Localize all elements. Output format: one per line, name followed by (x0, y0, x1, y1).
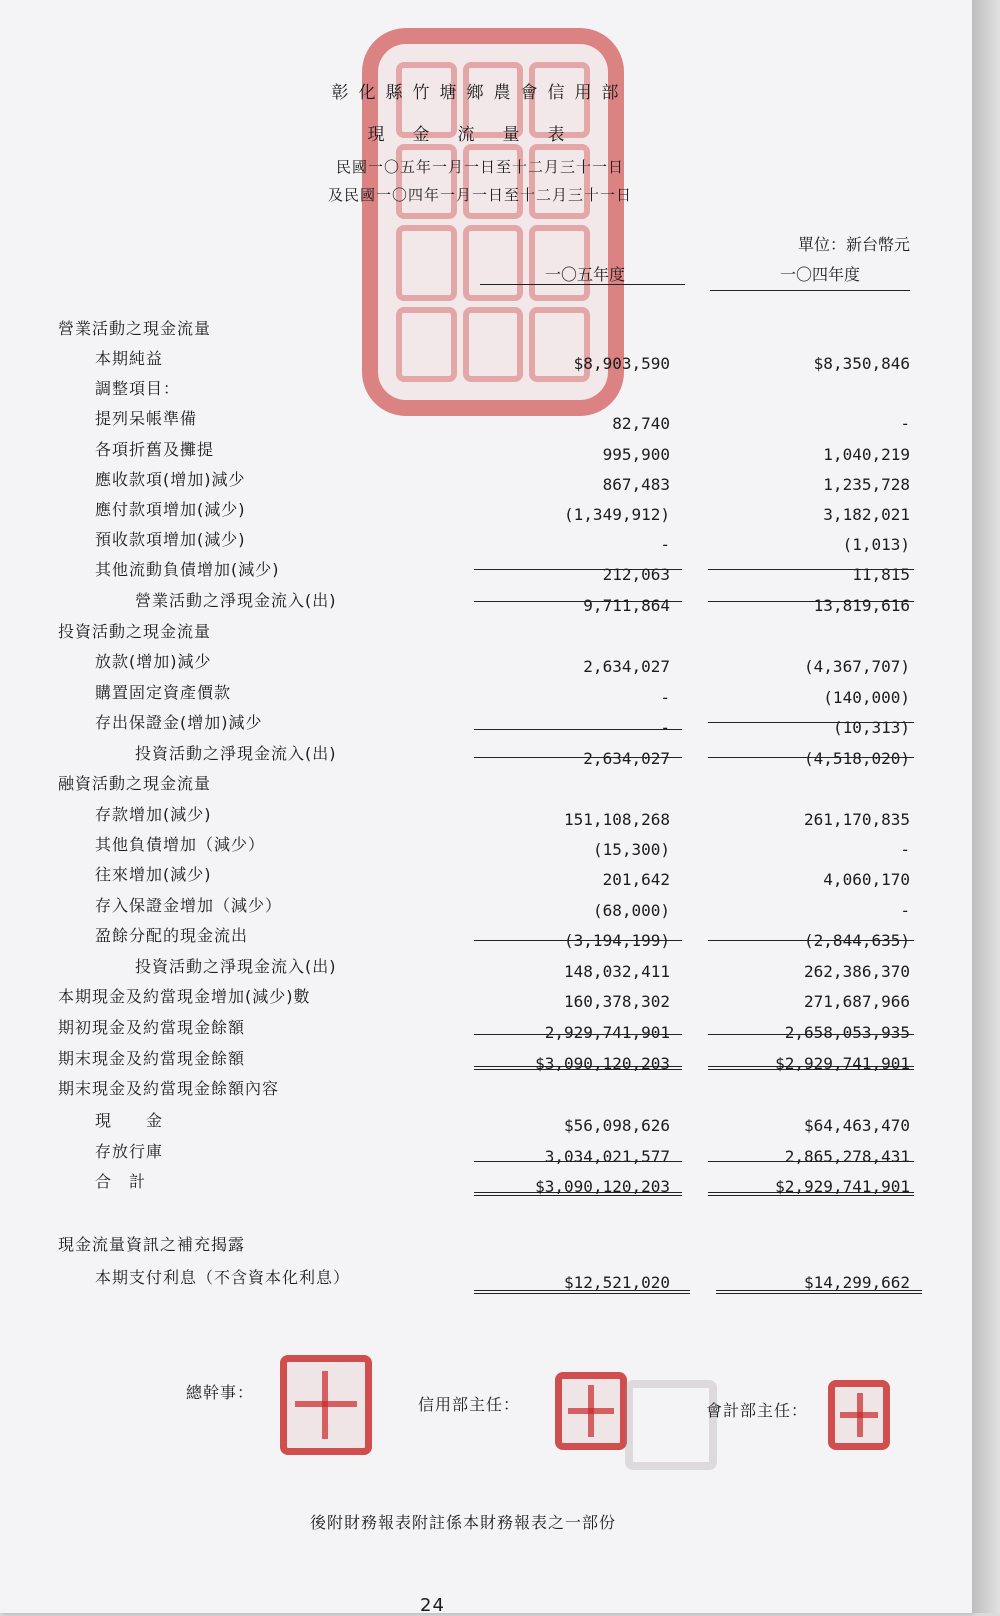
double-underline (474, 1066, 682, 1070)
value-104: $2,929,741,901 (775, 1054, 910, 1073)
column-header-105: 一〇五年度 (544, 265, 625, 284)
value-105: $12,521,020 (564, 1273, 670, 1292)
value-105: (1,349,912) (564, 505, 670, 524)
credit-director-seal (555, 1372, 627, 1450)
value-104: 261,170,835 (804, 810, 910, 829)
signature-label-credit-director: 信用部主任： (418, 1395, 521, 1414)
value-105: 3,034,021,577 (544, 1147, 670, 1166)
row-label: 存出保證金(增加)減少 (95, 713, 263, 732)
value-105: 212,063 (602, 565, 670, 584)
row-label: 期末現金及約當現金餘額 (58, 1049, 246, 1068)
row-label: 往來增加(減少) (95, 865, 212, 884)
row-label: 現金流量資訊之補充揭露 (58, 1235, 246, 1254)
single-underline (474, 1034, 682, 1035)
value-104: 3,182,021 (823, 505, 910, 524)
value-105: - (660, 718, 670, 737)
value-105: 9,711,864 (583, 596, 670, 615)
value-105: $8,903,590 (573, 354, 670, 373)
row-label: 本期支付利息（不含資本化利息） (95, 1268, 351, 1287)
value-105: - (660, 535, 670, 554)
row-label: 應收款項(增加)減少 (95, 470, 246, 489)
double-underline (708, 1066, 914, 1070)
value-105: 867,483 (602, 475, 670, 494)
value-105: 201,642 (602, 870, 670, 889)
value-104: 1,235,728 (823, 475, 910, 494)
faded-seal-impression (625, 1380, 717, 1470)
value-104: (4,518,020) (804, 749, 910, 768)
value-105: 160,378,302 (564, 992, 670, 1011)
value-105: 995,900 (602, 445, 670, 464)
row-label: 本期現金及約當現金增加(減少)數 (58, 987, 311, 1006)
value-105: 2,634,027 (583, 749, 670, 768)
row-label: 存款增加(減少) (95, 805, 212, 824)
row-label: 其他流動負債增加(減少) (95, 560, 280, 579)
single-underline (474, 569, 682, 570)
value-104: 271,687,966 (804, 992, 910, 1011)
single-underline (708, 757, 914, 758)
page-number: 24 (420, 1595, 445, 1616)
single-underline (474, 729, 682, 730)
row-label: 各項折舊及攤提 (95, 440, 215, 459)
single-underline (708, 1161, 914, 1162)
value-104: (10,313) (832, 718, 910, 737)
value-104: 1,040,219 (823, 445, 910, 464)
footer-note: 後附財務報表附註係本財務報表之一部份 (310, 1513, 617, 1532)
single-underline (708, 601, 914, 602)
row-label: 合 計 (95, 1172, 147, 1191)
single-underline (474, 1161, 682, 1162)
value-104: 13,819,616 (813, 596, 910, 615)
row-label: 盈餘分配的現金流出 (95, 926, 249, 945)
row-label: 預收款項增加(減少) (95, 530, 246, 549)
value-104: 2,865,278,431 (784, 1147, 910, 1166)
organization-name: 彰化縣竹塘鄉農會信用部 (331, 83, 629, 103)
row-label: 融資活動之現金流量 (58, 774, 212, 793)
single-underline (708, 940, 914, 941)
double-underline (474, 1192, 682, 1196)
value-105: $3,090,120,203 (535, 1177, 670, 1196)
value-104: $14,299,662 (804, 1273, 910, 1292)
value-105: 2,634,027 (583, 657, 670, 676)
header-underline-105 (480, 284, 685, 285)
row-label: 購置固定資產價款 (95, 683, 232, 702)
signature-label-accounting-director: 會計部主任： (706, 1401, 809, 1420)
single-underline (708, 569, 914, 570)
period-prior: 及民國一〇四年一月一日至十二月三十一日 (327, 186, 632, 204)
row-label: 投資活動之淨現金流入(出) (135, 957, 337, 976)
column-header-104: 一〇四年度 (779, 265, 860, 284)
value-104: $8,350,846 (813, 354, 910, 373)
value-105: (3,194,199) (564, 931, 670, 950)
row-label: 營業活動之現金流量 (58, 319, 212, 338)
single-underline (474, 940, 682, 941)
value-105: - (660, 688, 670, 707)
row-label: 放款(增加)減少 (95, 652, 212, 671)
single-underline (708, 722, 914, 723)
header-underline-104 (710, 290, 910, 291)
value-105: (15,300) (592, 840, 670, 859)
value-104: $64,463,470 (804, 1116, 910, 1135)
value-105: 2,929,741,901 (544, 1023, 670, 1042)
row-label: 投資活動之淨現金流入(出) (135, 744, 337, 763)
accounting-director-seal (828, 1380, 890, 1450)
value-104: 262,386,370 (804, 962, 910, 981)
row-label: 應付款項增加(減少) (95, 500, 246, 519)
statement-title: 現金流量表 (367, 125, 593, 145)
value-104: 2,658,053,935 (784, 1023, 910, 1042)
value-105: 82,740 (612, 414, 670, 433)
row-label: 調整項目： (95, 379, 181, 398)
row-label: 投資活動之現金流量 (58, 622, 212, 641)
value-105: $3,090,120,203 (535, 1054, 670, 1073)
single-underline (708, 1034, 914, 1035)
value-104: (1,013) (842, 535, 910, 554)
value-105: (68,000) (592, 901, 670, 920)
value-104: (2,844,635) (804, 931, 910, 950)
general-manager-seal (280, 1355, 372, 1455)
value-104: $2,929,741,901 (775, 1177, 910, 1196)
row-label: 本期純益 (95, 349, 164, 368)
value-105: $56,098,626 (564, 1116, 670, 1135)
double-underline (716, 1290, 922, 1294)
row-label: 存入保證金增加（減少） (95, 896, 283, 915)
row-label: 提列呆帳準備 (95, 409, 198, 428)
double-underline (708, 1192, 914, 1196)
value-104: (4,367,707) (804, 657, 910, 676)
single-underline (474, 601, 682, 602)
period-current: 民國一〇五年一月一日至十二月三十一日 (335, 158, 624, 176)
single-underline (474, 757, 682, 758)
value-104: (140,000) (823, 688, 910, 707)
row-label: 其他負債增加（減少） (95, 835, 266, 854)
currency-unit: 單位：新台幣元 (797, 235, 910, 254)
value-105: 151,108,268 (564, 810, 670, 829)
value-105: 148,032,411 (564, 962, 670, 981)
value-104: 4,060,170 (823, 870, 910, 889)
row-label: 期末現金及約當現金餘額內容 (58, 1079, 280, 1098)
value-104: - (900, 414, 910, 433)
row-label: 營業活動之淨現金流入(出) (135, 591, 337, 610)
page-edge (972, 0, 1000, 1613)
row-label: 期初現金及約當現金餘額 (58, 1018, 246, 1037)
signature-label-general-manager: 總幹事： (186, 1383, 255, 1402)
double-underline (474, 1290, 690, 1294)
value-104: 11,815 (852, 565, 910, 584)
value-104: - (900, 840, 910, 859)
row-label: 存放行庫 (95, 1142, 164, 1161)
value-104: - (900, 901, 910, 920)
row-label: 現 金 (95, 1111, 164, 1130)
